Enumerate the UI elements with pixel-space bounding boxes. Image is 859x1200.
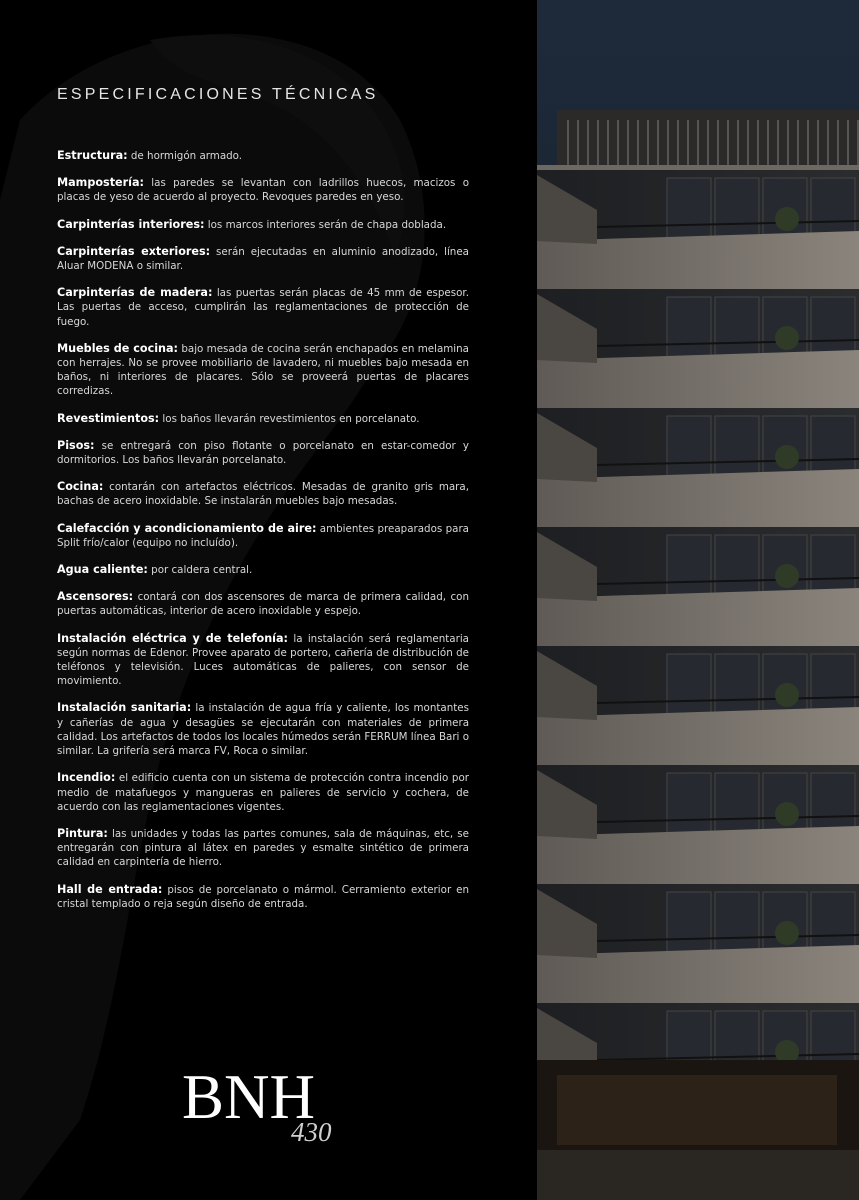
spec-item bbox=[57, 439, 469, 467]
railing-bar bbox=[737, 120, 739, 165]
railing-bar bbox=[617, 120, 619, 165]
balcony-plant bbox=[775, 802, 799, 826]
railing-bar bbox=[777, 120, 779, 165]
spec-text: por caldera central. bbox=[147, 564, 253, 577]
spec-item bbox=[57, 632, 469, 689]
railing-bar bbox=[577, 120, 579, 165]
spec-item bbox=[57, 342, 469, 399]
railing-bar bbox=[637, 120, 639, 165]
railing-bar bbox=[827, 120, 829, 165]
building-floors bbox=[537, 110, 859, 1122]
spec-item bbox=[57, 218, 469, 232]
spec-label: Calefacción y acondicionamiento de aire: bbox=[57, 521, 317, 535]
spec-item bbox=[57, 590, 469, 618]
spec-text: contará con dos ascensores de marca de primera calidad, con puertas automáticas, interior de acero inoxidable y espejo. bbox=[57, 591, 469, 618]
spec-item bbox=[57, 149, 469, 163]
building-photo bbox=[537, 0, 859, 1200]
street-lights bbox=[557, 1075, 837, 1145]
spec-text: las unidades y todas las partes comunes, sala de máquinas, etc, se entregarán con pintura al látex en paredes y esmalte sintético de primera calidad en carpintería de hierro. bbox=[57, 827, 469, 869]
spec-text: los marcos interiores serán de chapa doblada. bbox=[204, 218, 447, 231]
spec-text: pisos de porcelanato o mármol. Cerramiento exterior en cristal templado o reja según diseño de entrada. bbox=[57, 883, 470, 910]
spec-label: Instalación eléctrica y de telefonía: bbox=[57, 631, 289, 645]
spec-text: las paredes se levantan con ladrillos huecos, macizos o placas de yeso de acuerdo al proyecto. Revoques paredes en yeso. bbox=[57, 177, 469, 204]
spec-label: Mampostería: bbox=[57, 176, 145, 190]
spec-text: de hormigón armado. bbox=[127, 150, 243, 162]
spec-label: Pintura: bbox=[57, 826, 108, 840]
railing-bar bbox=[607, 120, 609, 165]
spec-item bbox=[57, 480, 469, 508]
railing-bar bbox=[567, 120, 569, 165]
spec-label: Carpinterías de madera: bbox=[57, 286, 213, 300]
spec-item bbox=[57, 412, 469, 426]
balcony-plant bbox=[775, 564, 799, 588]
railing-bar bbox=[647, 120, 649, 165]
railing-bar bbox=[657, 120, 659, 165]
railing-bar bbox=[747, 120, 749, 165]
spec-label: Incendio: bbox=[57, 771, 116, 785]
sidewalk bbox=[537, 1150, 859, 1200]
spec-text: los baños llevarán revestimientos en porcelanato. bbox=[159, 412, 420, 425]
spec-text: contarán con artefactos eléctricos. Mesadas de granito gris mara, bachas de acero inoxidable. Se instalarán muebles bajo mesadas. bbox=[57, 481, 469, 508]
spec-item bbox=[57, 883, 469, 911]
spec-label: Pisos: bbox=[57, 438, 95, 452]
railing-bar bbox=[727, 120, 729, 165]
railing-bar bbox=[707, 120, 709, 165]
balcony-plant bbox=[775, 921, 799, 945]
railing-bar bbox=[757, 120, 759, 165]
railing-bar bbox=[837, 120, 839, 165]
railing-bar bbox=[797, 120, 799, 165]
brand-logo-number: 430 bbox=[291, 1117, 332, 1147]
spec-item bbox=[57, 286, 469, 329]
spec-item bbox=[57, 563, 469, 577]
railing-bar bbox=[817, 120, 819, 165]
spec-label: Muebles de cocina: bbox=[57, 341, 179, 355]
balcony-plant bbox=[775, 683, 799, 707]
spec-item bbox=[57, 245, 469, 273]
balcony-plant bbox=[775, 326, 799, 350]
spec-label: Ascensores: bbox=[57, 590, 134, 604]
spec-text: la instalación será reglamentaria según normas de Edenor. Provee aparato de portero, cañería de distribución de teléfonos y televisión. Luces automáticas de palieres, con sensor de movimiento. bbox=[57, 632, 469, 688]
spec-text: se entregará con piso flotante o porcelanato en estar-comedor y dormitorios. Los baños llevarán porcelanato. bbox=[57, 439, 469, 467]
spec-label: Estructura: bbox=[57, 149, 128, 162]
spec-item bbox=[57, 701, 469, 758]
spec-text: las puertas serán placas de 45 mm de espesor. Las puertas de acceso, cumplirán las reglamentaciones de protección de fuego. bbox=[57, 287, 469, 328]
railing-bar bbox=[697, 120, 699, 165]
spec-item bbox=[57, 176, 469, 204]
spec-item bbox=[57, 771, 469, 814]
railing-bar bbox=[787, 120, 789, 165]
railing-bar bbox=[587, 120, 589, 165]
spec-label: Carpinterías interiores: bbox=[57, 217, 205, 231]
railing-bar bbox=[717, 120, 719, 165]
specifications-list bbox=[57, 149, 469, 924]
railing-bar bbox=[847, 120, 849, 165]
spec-item bbox=[57, 827, 469, 870]
spec-label: Agua caliente: bbox=[57, 563, 148, 577]
balcony-plant bbox=[775, 445, 799, 469]
railing-bar bbox=[597, 120, 599, 165]
balcony-plant bbox=[775, 207, 799, 231]
brand-logo: BNH bbox=[182, 1062, 316, 1132]
building-illustration bbox=[537, 0, 859, 1200]
spec-text: la instalación de agua fría y caliente, los montantes y cañerías de agua y desagües se ejecutarán con materiales de primera calidad. Los artefactos de todos los locales húmedos serán FERRUM línea Bari o similar. La grifería será marca FV, Roca o similar. bbox=[57, 702, 469, 758]
spec-label: Revestimientos: bbox=[57, 411, 160, 425]
spec-text: ambientes preaparados para Split frío/calor (equipo no incluído). bbox=[57, 522, 469, 549]
spec-text: el edificio cuenta con un sistema de protección contra incendio por medio de matafuegos y mangueras en palieres de servicio y cochera, de acuerdo con las reglamentaciones vigentes. bbox=[57, 772, 469, 813]
spec-text: bajo mesada de cocina serán enchapados en melamina con herrajes. No se provee mobiliario de lavadero, ni muebles bajo mesada en baños, ni interiores de placares. Sólo se proveerá puertas de placares corredizas. bbox=[57, 342, 469, 398]
spec-label: Cocina: bbox=[57, 480, 104, 494]
railing-bar bbox=[807, 120, 809, 165]
page-title: ESPECIFICACIONES TÉCNICAS bbox=[57, 86, 379, 103]
railing-bar bbox=[767, 120, 769, 165]
railing-bar bbox=[627, 120, 629, 165]
spec-text: serán ejecutadas en aluminio anodizado, línea Aluar MODENA o similar. bbox=[57, 245, 469, 273]
railing-bar bbox=[687, 120, 689, 165]
spec-label: Instalación sanitaria: bbox=[57, 701, 192, 715]
railing-bar bbox=[667, 120, 669, 165]
spec-item bbox=[57, 522, 469, 550]
railing-bar bbox=[677, 120, 679, 165]
spec-label: Carpinterías exteriores: bbox=[57, 244, 211, 258]
spec-label: Hall de entrada: bbox=[57, 882, 163, 896]
